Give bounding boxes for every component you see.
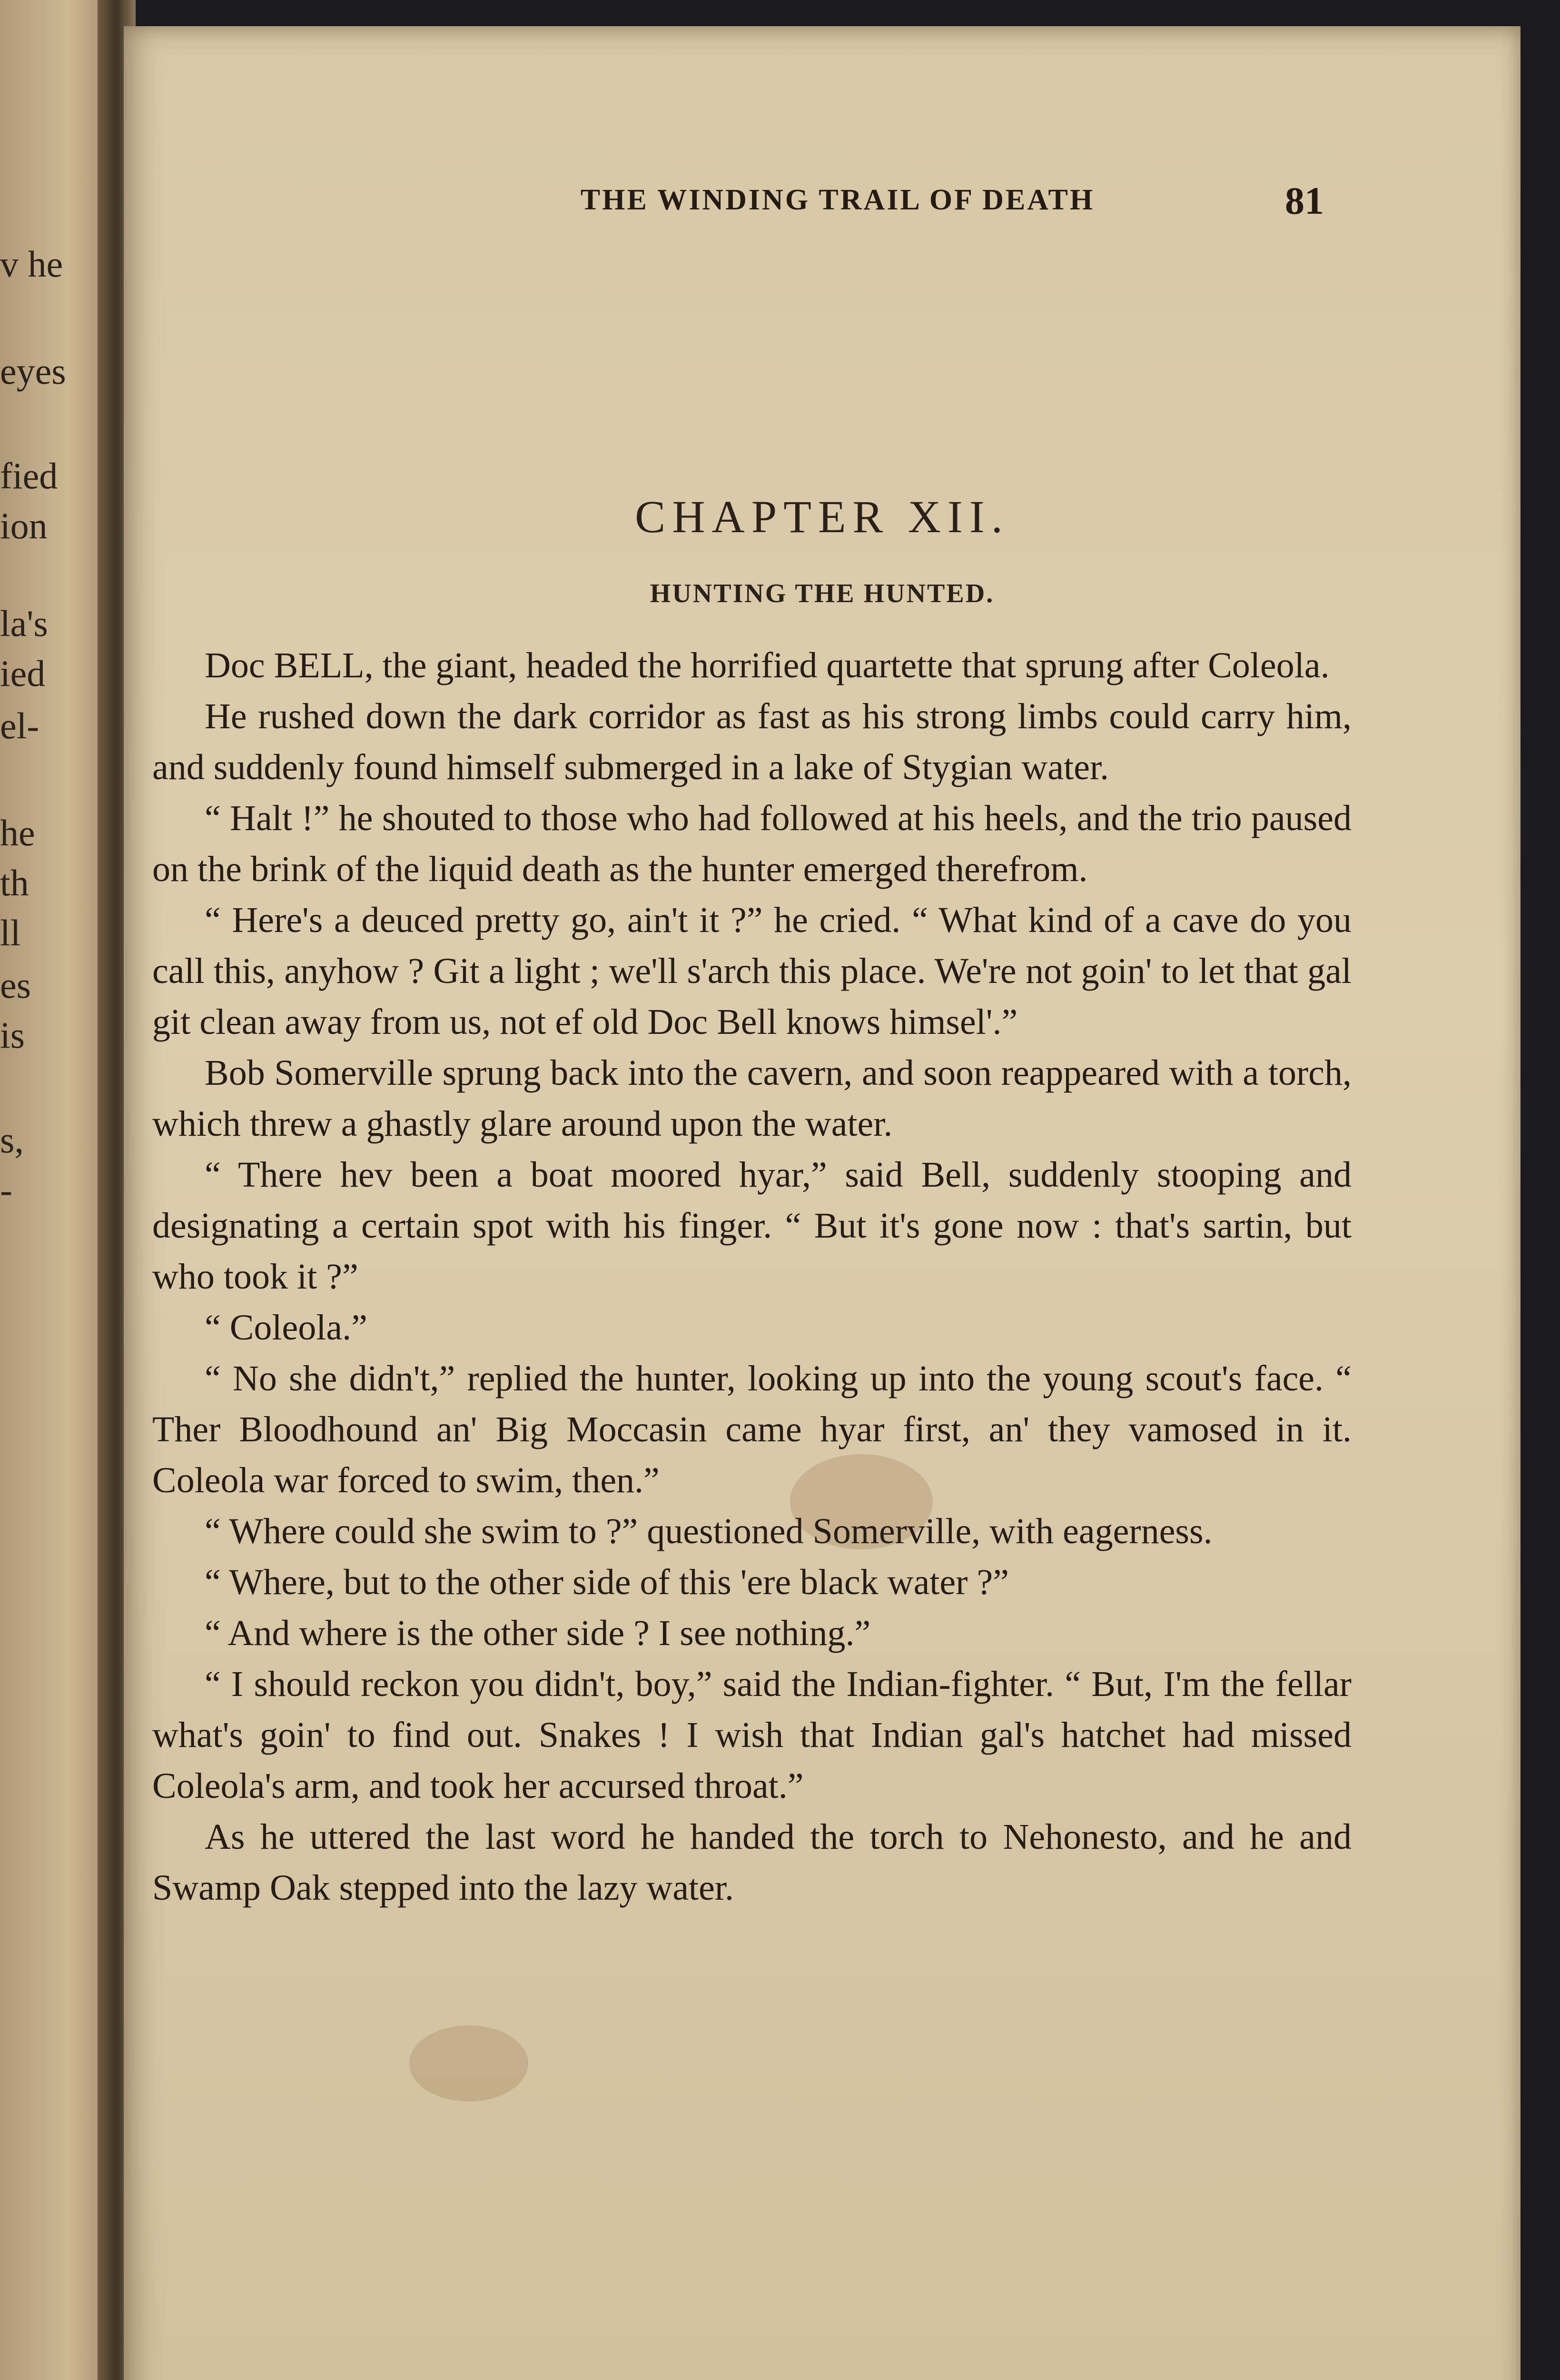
body-text <box>152 640 1352 1914</box>
paragraph: “ And where is the other side ? I see nothing.” <box>205 1613 871 1653</box>
paragraph: “ No she didn't,” replied the hunter, looking up into the young scout's face. “ Ther Bloodhound an' Big Moccasin came hyar first, an' they vamosed in it. Coleola war forced to swim, then.” <box>152 1359 1352 1500</box>
paragraph: “ Where, but to the other side of this 'ere black water ?” <box>205 1562 1009 1602</box>
paragraph: “ Where could she swim to ?” questioned Somerville, with eagerness. <box>205 1511 1213 1551</box>
paragraph: Bob Somerville sprung back into the cavern, and soon reappeared with a torch, which threw a ghastly glare around upon the water. <box>152 1053 1352 1144</box>
paragraph: “ Coleola.” <box>205 1308 367 1348</box>
left-page-fragment: is <box>0 1014 25 1056</box>
left-page-fragment: th <box>0 862 29 903</box>
left-page-fragment: eyes <box>0 350 66 392</box>
paragraph: He rushed down the dark corridor as fast as his strong limbs could carry him, and suddenly found himself submerged in a lake of Stygian water. <box>152 696 1352 787</box>
page-number: 81 <box>1285 179 1324 222</box>
left-page-fragment: he <box>0 812 35 853</box>
left-page-fragment: - <box>0 1169 12 1210</box>
left-page-fragment: fied <box>0 455 58 496</box>
paragraph: “ There hev been a boat moored hyar,” said Bell, suddenly stooping and designating a certain spot with his finger. “ But it's gone now : that's sartin, but who took it ?” <box>152 1155 1352 1297</box>
running-head: THE WINDING TRAIL OF DEATH <box>580 184 1095 216</box>
left-page-fragment: ion <box>0 505 48 546</box>
foxing-stain <box>409 2025 528 2102</box>
left-page-fragment: la's <box>0 603 48 644</box>
left-page-fragment: es <box>0 964 31 1006</box>
left-page-fragment: s, <box>0 1119 24 1160</box>
paragraph: “ Halt !” he shouted to those who had followed at his heels, and the trio paused on the brink of the liquid death as the hunter emerged therefrom. <box>152 798 1352 889</box>
paragraph: Doc BELL, the giant, headed the horrified quartette that sprung after Coleola. <box>205 645 1330 685</box>
left-page-fragment: ll <box>0 912 21 953</box>
left-page-fragment: v he <box>0 243 63 285</box>
paragraph: As he uttered the last word he handed the torch to Nehonesto, and he and Swamp Oak stepped into the lazy water. <box>152 1817 1352 1908</box>
paragraph: “ Here's a deuced pretty go, ain't it ?” he cried. “ What kind of a cave do you call this, anyhow ? Git a light ; we'll s'arch this place. We're not goin' to let that gal git clean away from us, not ef old Doc Bell knows himsel'.” <box>152 900 1352 1042</box>
paragraph: “ I should reckon you didn't, boy,” said the Indian-fighter. “ But, I'm the fellar what's goin' to find out. Snakes ! I wish that Indian gal's hatchet had missed Coleola's arm, and took her accursed throat.” <box>152 1664 1352 1806</box>
book-page <box>124 26 1521 2380</box>
left-page-fragment: ied <box>0 653 46 694</box>
chapter-title: CHAPTER XII. <box>635 491 1009 542</box>
chapter-subtitle: HUNTING THE HUNTED. <box>650 579 995 608</box>
left-page-fragment: el- <box>0 705 39 746</box>
